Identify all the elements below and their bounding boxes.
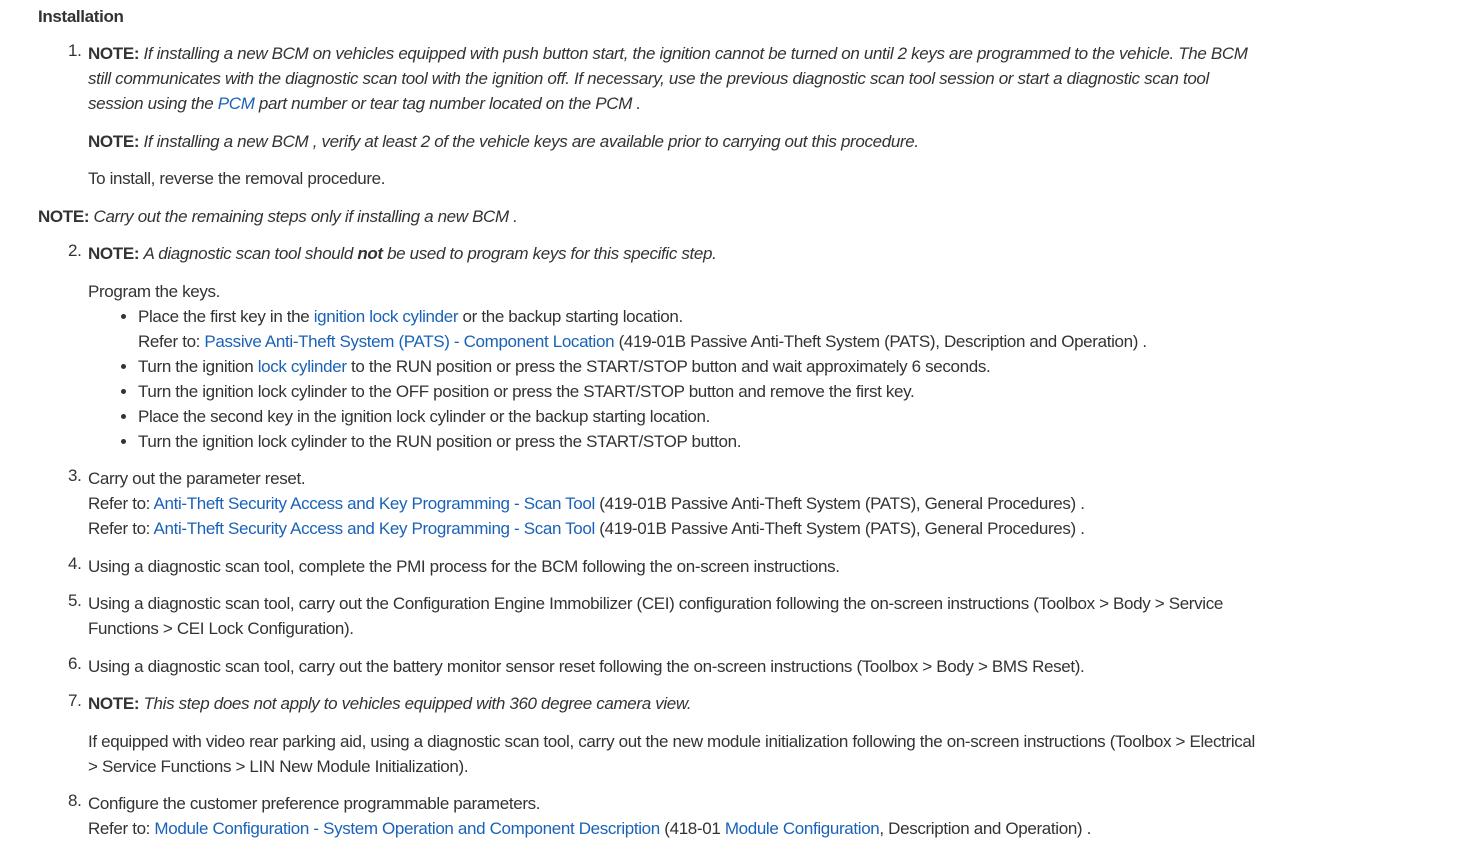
text: Using a diagnostic scan tool, complete the PMI process for the BCM following the on-screen instructions.	[88, 556, 840, 576]
step-4	[38, 554, 1268, 579]
note-label: NOTE:	[88, 44, 144, 63]
paragraph	[88, 41, 1268, 116]
text: Using a diagnostic scan tool, carry out the battery monitor sensor reset following the on-screen instructions (Toolbox > Body > BMS Reset).	[88, 656, 1085, 676]
step-number: 6.	[68, 653, 82, 673]
note-text: If installing a new BCM , verify at least 2 of the vehicle keys are available prior to carrying out this procedure.	[143, 131, 919, 151]
note-text: This step does not apply to vehicles equipped with 360 degree camera view.	[143, 694, 692, 713]
bullet-item	[138, 429, 1268, 454]
step-8	[38, 791, 1268, 841]
text: Using a diagnostic scan tool, carry out the Configuration Engine Immobilizer (CEI) configuration following the on-screen instructions (Toolbox > Body > Service Functions > CEI Lock Configuration).	[88, 594, 1223, 638]
paragraph	[88, 591, 1268, 641]
note-text: part number or tear tag number located on the PCM .	[254, 94, 641, 113]
text: Program the keys.	[88, 281, 220, 301]
general-note	[38, 204, 1268, 229]
link[interactable]: Module Configuration	[724, 819, 880, 838]
section-heading: Installation	[38, 7, 124, 26]
paragraph	[88, 166, 1268, 191]
bullet-list	[88, 304, 1268, 454]
text: (419-01B Passive Anti-Theft System (PATS), General Procedures) .	[594, 519, 1085, 538]
paragraph	[88, 791, 1268, 841]
text: (419-01B Passive Anti-Theft System (PATS), General Procedures) .	[594, 494, 1085, 513]
paragraph	[88, 129, 1268, 154]
bullet-item	[138, 379, 1268, 404]
note-label: NOTE:	[88, 694, 144, 713]
text: If equipped with video rear parking aid, using a diagnostic scan tool, carry out the new module initialization following the on-screen instructions (Toolbox > Electrical > Service Functions > LIN New Module Initialization).	[88, 731, 1255, 776]
text: or the backup starting location.	[458, 306, 683, 326]
paragraph	[38, 204, 1268, 229]
emphasis: not	[357, 244, 383, 263]
text: To install, reverse the removal procedure.	[88, 169, 386, 188]
text: Refer to:	[138, 331, 205, 351]
link[interactable]: Anti-Theft Security Access and Key Programming - Scan Tool	[153, 494, 595, 513]
step-5	[38, 591, 1268, 641]
note-text: A diagnostic scan tool should	[143, 244, 358, 263]
installation-document	[38, 5, 1268, 854]
paragraph	[88, 466, 1268, 541]
step-number: 7.	[68, 691, 82, 710]
text: to the RUN position or press the START/STOP button and wait approximately 6 seconds.	[346, 356, 991, 376]
bullet-item	[138, 304, 1268, 354]
steps-list	[38, 41, 1268, 841]
step-2	[38, 241, 1268, 454]
bullet-item	[138, 354, 1268, 379]
link[interactable]: lock cylinder	[257, 356, 347, 376]
text: Refer to:	[88, 519, 154, 538]
link[interactable]: ignition lock cylinder	[313, 306, 459, 326]
text: , Description and Operation) .	[879, 819, 1091, 838]
step-number: 4.	[68, 553, 82, 573]
step-1	[38, 41, 1268, 191]
note-label: NOTE:	[38, 206, 94, 226]
link[interactable]: Anti-Theft Security Access and Key Programming - Scan Tool	[153, 519, 595, 538]
paragraph	[88, 691, 1268, 716]
step-number: 2.	[68, 241, 82, 260]
note-text: be used to program keys for this specific step.	[382, 244, 717, 263]
step-number: 8.	[68, 791, 82, 810]
link[interactable]: Passive Anti-Theft System (PATS) - Component Location	[204, 331, 615, 351]
text: Place the first key in the	[138, 306, 314, 326]
link[interactable]: Module Configuration - System Operation and Component Description	[154, 819, 660, 838]
text: Place the second key in the ignition lock cylinder or the backup starting location.	[138, 406, 710, 426]
paragraph	[88, 554, 1268, 579]
note-label: NOTE:	[88, 244, 144, 263]
paragraph	[88, 279, 1268, 304]
step-number: 1.	[68, 41, 82, 60]
text: Turn the ignition lock cylinder to the OFF position or press the START/STOP button and remove the first key.	[138, 381, 915, 401]
paragraph	[88, 654, 1268, 679]
note-text: Carry out the remaining steps only if installing a new BCM .	[93, 206, 518, 226]
paragraph	[88, 241, 1268, 266]
text: (418-01	[659, 819, 725, 838]
text: Turn the ignition	[138, 356, 258, 376]
link[interactable]: PCM	[217, 94, 255, 113]
step-6	[38, 654, 1268, 679]
step-number: 3.	[68, 466, 82, 485]
text: Refer to:	[88, 494, 154, 513]
text: Configure the customer preference programmable parameters.	[88, 794, 541, 813]
step-3	[38, 466, 1268, 541]
note-label: NOTE:	[88, 131, 144, 151]
step-7	[38, 691, 1268, 779]
text: Refer to:	[88, 819, 155, 838]
note-text: If installing a new BCM on vehicles equipped with push button start, the ignition cannot be turned on until 2 keys are programmed to the vehicle. The BCM still communicates with the diagnostic scan tool with the ignition off. If necessary, use the previous diagnostic scan tool session or start a diagnostic scan tool session using the	[88, 44, 1248, 113]
text: Carry out the parameter reset.	[88, 469, 306, 488]
text: Turn the ignition lock cylinder to the RUN position or press the START/STOP button.	[138, 431, 742, 451]
text: (419-01B Passive Anti-Theft System (PATS), Description and Operation) .	[614, 331, 1147, 351]
step-number: 5.	[68, 591, 82, 610]
paragraph	[88, 729, 1268, 779]
bullet-item	[138, 404, 1268, 429]
